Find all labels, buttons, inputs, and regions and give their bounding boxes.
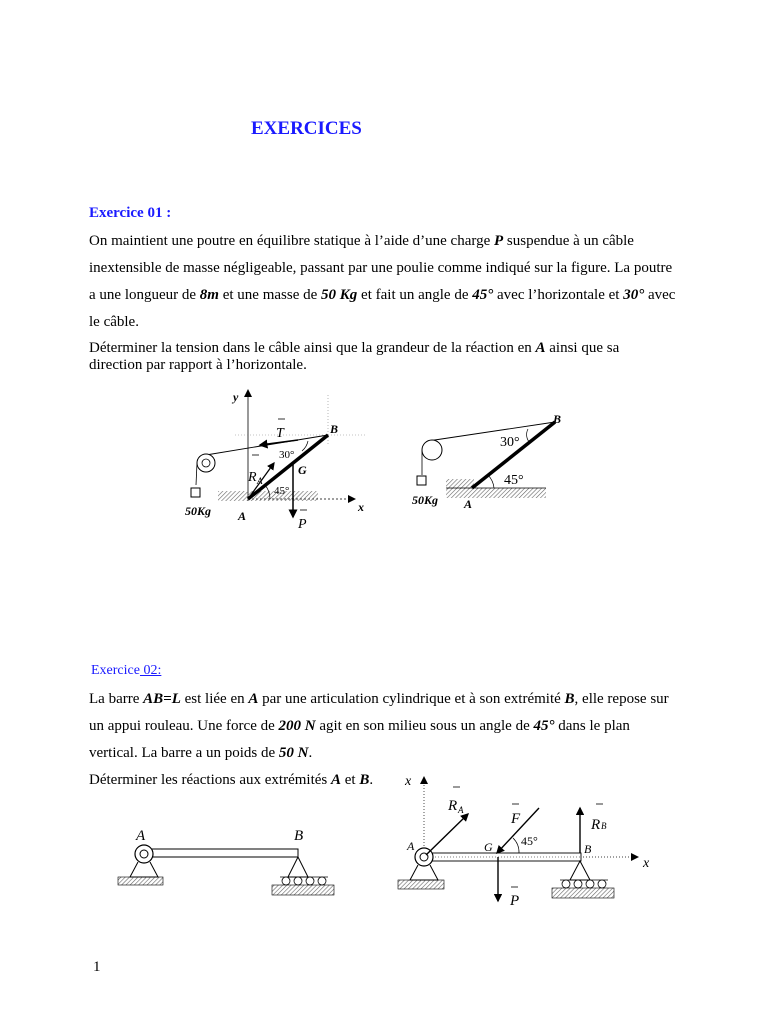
point-g-label: G bbox=[298, 463, 307, 477]
body-text: dans le plan vertical. La barre a un poids de bbox=[89, 718, 630, 761]
exercise-1-statement bbox=[89, 228, 679, 336]
svg-text:A: A bbox=[458, 805, 464, 815]
ground-hatch bbox=[218, 491, 318, 501]
emphasis-text: 50 N bbox=[278, 745, 309, 761]
point-b-label: B bbox=[294, 828, 304, 844]
reaction-a-arrow bbox=[426, 814, 468, 855]
svg-text:B: B bbox=[601, 821, 607, 831]
body-text: Déterminer les réactions aux extrémités bbox=[89, 772, 331, 788]
point-b-label: B bbox=[330, 422, 339, 436]
mass-block bbox=[191, 488, 200, 497]
body-text: et bbox=[341, 772, 360, 788]
roller-support bbox=[570, 861, 590, 880]
exercise-2-heading: Exercice 02: bbox=[91, 663, 162, 678]
page-title: EXERCICES bbox=[251, 118, 362, 139]
x-axis-label: x bbox=[358, 500, 364, 514]
figure-1-beam-schematic bbox=[408, 405, 562, 515]
angle-30-label: 30° bbox=[500, 435, 520, 450]
mass-label: 50Kg bbox=[412, 493, 439, 507]
body-text: et fait un angle de bbox=[357, 287, 473, 303]
mass-block bbox=[417, 476, 426, 485]
weight-label: P bbox=[298, 517, 307, 532]
reaction-a-label: R bbox=[448, 798, 458, 814]
weight-label: P bbox=[510, 893, 520, 909]
point-a-label: A bbox=[464, 497, 473, 511]
emphasis-text: 200 N bbox=[278, 718, 316, 734]
roller-support bbox=[288, 857, 308, 877]
horizontal-axis-label: x bbox=[643, 856, 650, 871]
pulley bbox=[422, 440, 442, 460]
reaction-b-label: R bbox=[591, 817, 601, 833]
force-f-label: F bbox=[511, 811, 521, 827]
body-text: avec le câble. bbox=[89, 287, 676, 330]
figure-2-bar-free-body bbox=[393, 768, 663, 913]
point-b-label: B bbox=[584, 842, 592, 856]
svg-text:B: B bbox=[553, 412, 562, 426]
body-text: et une masse de bbox=[218, 287, 322, 303]
body-text: agit en son milieu sous un angle de bbox=[315, 718, 534, 734]
figure-2-bar-supports bbox=[112, 822, 342, 902]
bar-ab bbox=[146, 849, 298, 857]
mass-label: 50Kg bbox=[185, 504, 212, 518]
body-text: . bbox=[369, 772, 374, 788]
emphasis-text: 45° bbox=[472, 287, 494, 303]
emphasis-text: 30° bbox=[623, 287, 645, 303]
exercise-2-statement bbox=[89, 686, 679, 767]
vertical-axis-label: x bbox=[405, 774, 412, 789]
emphasis-text: B bbox=[359, 772, 370, 788]
emphasis-text: B bbox=[564, 691, 575, 707]
body-text: Déterminer la tension dans le câble ainsi que la grandeur de la réaction en bbox=[89, 340, 536, 356]
emphasis-text: A bbox=[535, 340, 546, 356]
emphasis-text: AB=L bbox=[143, 691, 181, 707]
angle-30-label: 30° bbox=[279, 449, 295, 461]
figure-1-beam-free-body bbox=[180, 385, 380, 535]
exercise-1-question bbox=[89, 340, 659, 374]
y-axis-label: y bbox=[233, 390, 239, 404]
body-text: est liée en bbox=[180, 691, 249, 707]
point-a-label: A bbox=[136, 828, 146, 844]
ground-hatch bbox=[446, 488, 546, 498]
body-text: , elle repose sur un appui rouleau. Une force de bbox=[89, 691, 669, 734]
body-text: . bbox=[308, 745, 313, 761]
svg-text:A: A bbox=[257, 476, 263, 486]
body-text: On maintient une poutre en équilibre statique à l’aide d’une charge bbox=[89, 233, 494, 249]
emphasis-text: A bbox=[331, 772, 342, 788]
exercise-1-heading: Exercice 01 : bbox=[89, 205, 172, 221]
ground-b bbox=[272, 885, 334, 895]
point-g-label: G bbox=[484, 840, 493, 854]
body-text: par une articulation cylindrique et à son extrémité bbox=[258, 691, 565, 707]
page-number: 1 bbox=[93, 959, 101, 975]
point-a-label: A bbox=[407, 839, 415, 853]
reaction-a-label: R bbox=[248, 470, 257, 485]
angle-45-label: 45° bbox=[274, 485, 290, 497]
emphasis-text: 8m bbox=[199, 287, 219, 303]
body-text: suspendue à un câble inextensible de masse négligeable, passant par une poulie comme indiqué sur la figure. La poutre a une longueur de bbox=[89, 233, 673, 303]
angle-45-label: 45° bbox=[521, 834, 538, 848]
body-text: ainsi que sa direction par rapport à l’horizontale. bbox=[89, 340, 620, 373]
cable bbox=[206, 435, 328, 455]
emphasis-text: A bbox=[248, 691, 259, 707]
body-text: La barre bbox=[89, 691, 144, 707]
body-text: avec l’horizontale et bbox=[493, 287, 624, 303]
emphasis-text: P bbox=[494, 233, 504, 249]
emphasis-text: 45° bbox=[533, 718, 555, 734]
point-a-label: A bbox=[238, 509, 247, 523]
tension-label: T bbox=[276, 426, 284, 441]
angle-45-label: 45° bbox=[504, 473, 524, 488]
ground-a bbox=[118, 877, 163, 885]
emphasis-text: 50 Kg bbox=[321, 287, 358, 303]
